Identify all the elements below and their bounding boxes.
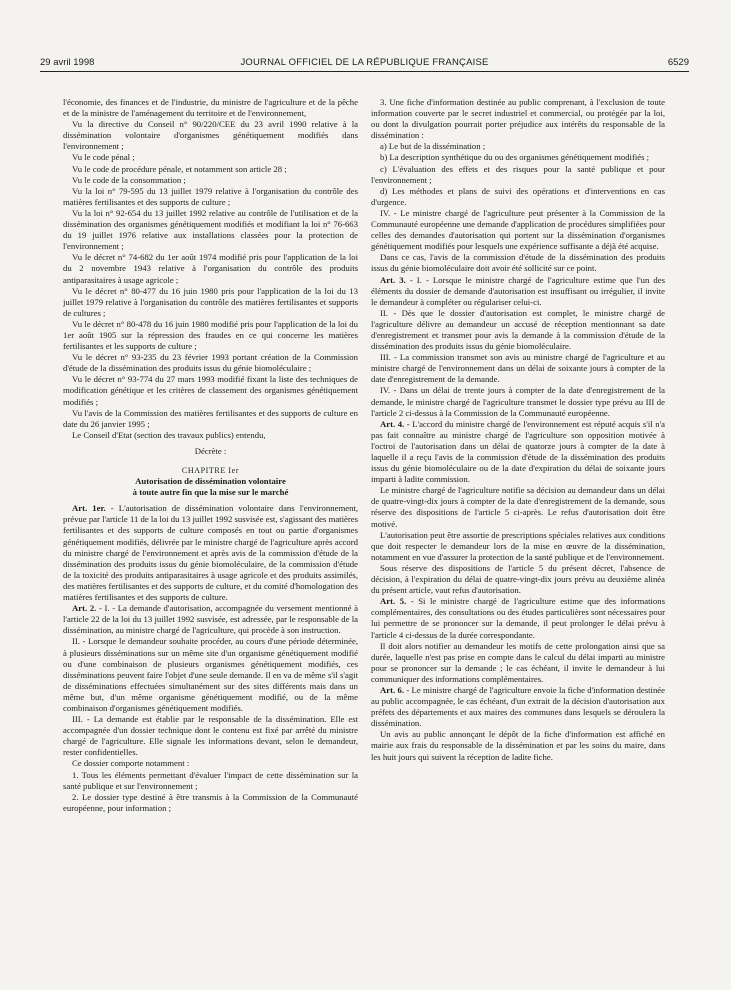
page-header <box>40 56 689 70</box>
list-item: a) Le but de la dissémination ; <box>380 141 486 152</box>
list-item: b) La description synthétique du ou des organismes génétiquement modifiés ; <box>380 152 650 163</box>
article-label: Art. 3. <box>380 274 406 285</box>
article-label: Art. 5. <box>380 596 407 607</box>
paragraph: Vu la directive du Conseil n° 90/220/CEE du 23 avril 1990 relative à la dissémination volontaire d'organismes génétiquement modifiés dans l'environnement ; <box>63 119 358 152</box>
article-text: - I. - Lorsque le ministre chargé de l'agriculture estime que l'un des éléments du dossier de demande d'autorisation est insuffisant ou irrégulier, il invite le demandeur à compléter ou régulariser celui-ci. <box>371 274 665 307</box>
paragraph: Vu le décret n° 93-774 du 27 mars 1993 modifié fixant la liste des techniques de modification génétique et les critères de classement des organismes génétiquement modifiés ; <box>63 374 358 407</box>
page-number: 6529 <box>667 57 689 68</box>
paragraph: Ce dossier comporte notamment : <box>72 758 190 769</box>
paragraph: Vu le décret n° 93-235 du 23 février 1993 portant création de la Commission d'étude de la dissémination des produits issus du génie biomoléculaire ; <box>63 352 358 374</box>
article-label: Art. 4. <box>380 418 405 429</box>
article-text: - I. - La demande d'autorisation, accompagnée du versement mentionné à l'article 22 de la loi du 13 juillet 1992 susvisée, est adressée, par le responsable de la dissémination, au ministre chargé de l'agriculture, qui procède à son instruction. <box>63 603 358 636</box>
paragraph: II. - Lorsque le demandeur souhaite procéder, au cours d'une période déterminée, à plusieurs disséminations sur un même site d'un organisme génétiquement modifié ou d'une combinaison de plusieurs organismes génétiquement modifiés, ces disséminations peuvent faire l'objet d'une seule demande. Il en va de même s'il s'agit de disséminations effectuées simultanément sur des sites différents mais dans un même but, d'un même organisme génétiquement modifié, ou de la même combinaison d'organismes génétiquement modifiés. <box>63 636 358 713</box>
paragraph: Vu le décret n° 80-478 du 16 juin 1980 modifié pris pour l'application de la loi du 1er août 1905 sur la répression des fraudes en ce qui concerne les matières fertilisantes et les supports de culture ; <box>63 318 358 352</box>
paragraph: Dans ce cas, l'avis de la commission d'étude de la dissémination des produits issus du génie biomoléculaire doit avoir été sollicité sur ce point. <box>371 252 665 274</box>
paragraph: II. - Dès que le dossier d'autorisation est complet, le ministre chargé de l'agriculture délivre au demandeur un accusé de réception mentionnant sa date d'enregistrement et transmet pour avis la demande à la commission d'étude de la dissémination des produits issus du génie biomoléculaire. <box>371 307 665 352</box>
paragraph: Vu le code pénal ; <box>72 152 135 163</box>
list-item: 3. Une fiche d'information destinée au public comprenant, à l'exclusion de toute information couverte par le secret industriel et commercial, ou protégée par la loi, ou dont la divulgation pourrait porter préjudice aux intérêts du responsable de la dissémination : <box>371 97 665 141</box>
list-item: d) Les méthodes et plans de suivi des opérations et d'interventions en cas d'urgence. <box>371 185 665 207</box>
section-title <box>63 476 358 498</box>
article-text: - L'autorisation de dissémination volontaire dans l'environnement, prévue par l'article 11 de la loi du 13 juillet 1992 susvisée est, s'agissant des matières fertilisantes et des supports de culture composés en tout ou partie d'organismes génétiquement modifiés, délivrée par le ministre chargé de l'agriculture après accord du ministre chargé de l'environnement et après avis de la commission d'étude de la dissémination des produits issus du génie biomoléculaire, de la commission d'étude de la toxicité des produits antiparasitaires à usage agricole et des produits assimilés, des matières fertilisantes et des supports de culture, et du comité d'homologation des matières fertilisantes et des supports de culture. <box>63 503 358 603</box>
article-5 <box>371 596 665 640</box>
article-3 <box>371 275 665 308</box>
header-date: 29 avril 1998 <box>40 57 95 68</box>
section-title-line-1: Autorisation de dissémination volontaire <box>135 476 286 487</box>
chapter-heading: CHAPITRE Ier <box>181 466 240 475</box>
paragraph: Sous réserve des dispositions de l'article 5 du présent décret, l'absence de décision, à l'expiration du délai de quatre-vingt-dix jours prévu au deuxième alinéa du présent article, vaut refus d'autorisation. <box>371 562 665 596</box>
paragraph: III. - La demande est établie par le responsable de la dissémination. Elle est accompagnée d'un dossier technique dont le contenu est fixé par arrêté du ministre chargé de l'agriculture. Elle signale les informations devant, selon le demandeur, rester confidentielles. <box>63 714 358 758</box>
paragraph: Vu le décret n° 80-477 du 16 juin 1980 pris pour l'application de la loi du 13 juillet 1979 relative à l'organisation du contrôle des matières fertilisantes et supports de cultures ; <box>63 285 358 318</box>
paragraph: IV. - Le ministre chargé de l'agriculture peut présenter à la Commission de la Communauté européenne une demande d'application de procédures simplifiées pour celles des demandes d'autorisation qui portent sur la dissémination d'organismes génétiquement modifiés pour lesquels une expérience suffisante a déjà été acquise. <box>371 207 665 252</box>
article-2 <box>63 603 358 636</box>
article-text: - Le ministre chargé de l'agriculture envoie la fiche d'information destinée au public accompagnée, le cas échéant, d'un extrait de la décision d'autorisation aux préfets des départements et aux maires des communes dans lesquels se déroulera la dissémination. <box>371 684 665 729</box>
left-column <box>63 97 358 959</box>
header-rule <box>40 71 689 72</box>
paragraph: Vu le code de la consommation ; <box>72 174 186 185</box>
journal-title: JOURNAL OFFICIEL DE LA RÉPUBLIQUE FRANÇAISE <box>240 57 489 68</box>
paragraph: Vu le code de procédure pénale, et notamment son article 28 ; <box>72 163 287 174</box>
paragraph: Le ministre chargé de l'agriculture notifie sa décision au demandeur dans un délai de quatre-vingt-dix jours à compter de la date d'enregistrement de la demande, sous réserve des dispositions de l'article 5 ci-après. Le refus d'autorisation doit être motivé. <box>371 485 665 529</box>
paragraph: Le Conseil d'Etat (section des travaux publics) entendu, <box>72 429 266 440</box>
paragraph: Vu la loi n° 79-595 du 13 juillet 1979 relative à l'organisation du contrôle des matières fertilisantes et des supports de culture ; <box>63 185 358 207</box>
list-item: c) L'évaluation des effets et des risques pour la santé publique et pour l'environnement ; <box>371 163 665 185</box>
list-item: 2. Le dossier type destiné à être transmis à la Commission de la Communauté européenne, pour information ; <box>63 791 358 813</box>
right-column <box>371 97 665 959</box>
section-title-line-2: à toute autre fin que la mise sur le marché <box>132 487 289 498</box>
paragraph: Vu la loi n° 92-654 du 13 juillet 1992 relative au contrôle de l'utilisation et de la dissémination des organismes génétiquement modifiés et modifiant la loi n° 76-663 du 19 juillet 1976 relative aux installations classées pour la protection de l'environnement ; <box>63 207 358 252</box>
article-label: Art. 2. <box>72 603 97 614</box>
article-text: - Si le ministre chargé de l'agriculture estime que des informations complémentaires, des consultations ou des études particulières sont nécessaires pour lui permettre de se prononcer sur la demande, il peut prolonger le délai prévu à l'article 4 ci-dessus de la durée correspondante. <box>371 596 665 640</box>
article-label: Art. 6. <box>380 684 405 695</box>
decrete-line: Décrète : <box>194 445 227 456</box>
paragraph: III. - La commission transmet son avis au ministre chargé de l'agriculture et au ministre chargé de l'environnement dans un délai de soixante jours à compter de la date d'enregistrement de la demande. <box>371 352 665 385</box>
paragraph: L'autorisation peut être assortie de prescriptions spéciales relatives aux conditions que doit respecter le demandeur lors de la mise en œuvre de la dissémination, notamment en vue d'assurer la protection de la santé publique et de l'environnement. <box>371 529 665 562</box>
article-4 <box>371 419 665 486</box>
paragraph: Vu l'avis de la Commission des matières fertilisantes et des supports de culture en date du 26 janvier 1995 ; <box>63 407 358 429</box>
article-6 <box>371 685 665 729</box>
paragraph: Il doit alors notifier au demandeur les motifs de cette prolongation ainsi que sa durée, laquelle n'est pas prise en compte dans le calcul du délai imparti au ministre pour se prononcer sur la demande ; le cas échéant, il invite le demandeur à lui communiquer des informations complémentaires. <box>371 640 665 684</box>
article-text: - L'accord du ministre chargé de l'environnement est réputé acquis s'il n'a pas fait connaître au ministre chargé de l'agriculture son opposition motivée à l'octroi de l'autorisation dans un délai de quatorze jours à compter de la date à laquelle il a reçu l'avis de la commission d'étude de la dissémination des produits issus du génie biomoléculaire ou de la date d'expiration du délai de soixante jours imparti à ladite commission. <box>371 418 665 485</box>
paragraph: Un avis au public annonçant le dépôt de la fiche d'information est affiché en mairie aux frais du responsable de la dissémination et par les soins du maire, dans les huit jours qui suivent la réception de ladite fiche. <box>371 729 665 762</box>
article-1 <box>63 503 358 603</box>
list-item: 1. Tous les éléments permettant d'évaluer l'impact de cette dissémination sur la santé publique et sur l'environnement ; <box>63 769 358 791</box>
article-label: Art. 1er. <box>72 503 106 514</box>
paragraph: IV. - Dans un délai de trente jours à compter de la date d'enregistrement de la demande, le ministre chargé de l'agriculture transmet le dossier type prévu au III de l'article 2 ci-dessus à la Commission de la Communauté européenne. <box>371 385 665 418</box>
paragraph: l'économie, des finances et de l'industrie, du ministre de l'agriculture et de la pêche et de la ministre de l'aménagement du territoire et de l'environnement, <box>63 97 358 119</box>
paragraph: Vu le décret n° 74-682 du 1er août 1974 modifié pris pour l'application de la loi du 2 novembre 1943 relative à l'organisation du contrôle des produits antiparasitaires à usage agricole ; <box>63 252 358 285</box>
